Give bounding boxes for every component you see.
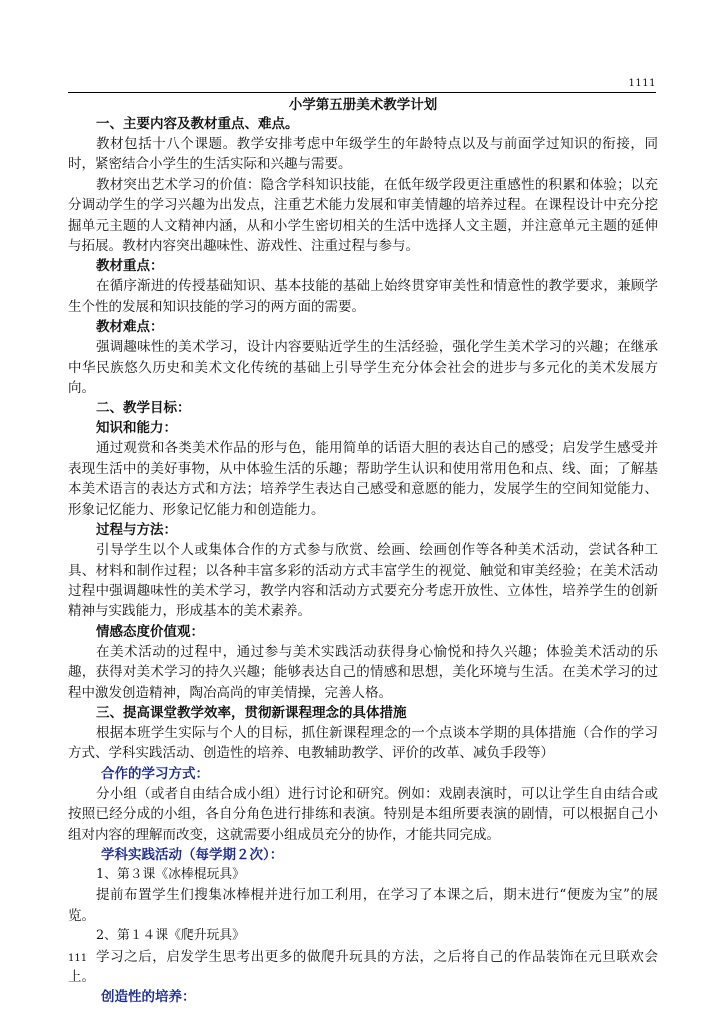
- practice-item-2: 2、第１４课《爬升玩具》: [96, 928, 245, 944]
- section-1-paragraph-2: 教材突出艺术学习的价值：隐含学科知识技能，在低年级学段更注重感性的积累和体验；以充分调动学生的学习兴趣为出发点，注重艺术能力发展和审美情趣的培养过程。在课程设计中充分挖掘单元主题的人文精神内涵，从和小学生密切相关的生活中选择人文主题，并注意单元主题的延伸与拓展。教材内容突出趣味性、游戏性、注重过程与参与。: [68, 176, 658, 255]
- practice-item-1-text: 提前布置学生们搜集冰棒棍并进行加工利用，在学习了本课之后，期末进行“便废为宝”的展览。: [68, 887, 658, 924]
- header-rule: [68, 92, 656, 93]
- practice-item-1: 1、第３课《冰棒棍玩具》: [96, 866, 245, 882]
- process-text: 引导学生以个人或集体合作的方式参与欣赏、绘画、绘画创作等各种美术活动，尝试各种工具、材料和制作过程；以各种丰富多彩的活动方式丰富学生的视觉、触觉和审美经验；在美术活动过程中强调趣味性的美术学习，教学内容和活动方式要充分考虑开放性、立体性，培养学生的创新精神与实践能力，形成基本的美术素养。: [68, 542, 658, 620]
- difficulties-text: 强调趣味性的美术学习，设计内容要贴近学生的生活经验，强化学生美术学习的兴趣；在继承中华民族悠久历史和美术文化传统的基础上引导学生充分体会社会的进步与多元化的美术发展方向。: [68, 339, 658, 397]
- document-title: 小学第五册美术教学计划: [288, 97, 438, 113]
- footer-page-number: 111: [68, 953, 88, 964]
- key-points-text: 在循序渐进的传授基础知识、基本技能的基础上始终贯穿审美性和情意性的教学要求，兼顾学生个性的发展和知识技能的学习的两方面的需要。: [68, 278, 658, 315]
- cooperative-learning-text: 分小组（或者自由结合成小组）进行讨论和研究。例如：戏剧表演时，可以让学生自由结合或按照已经分成的小组，各自分角色进行排练和表演。特别是本组所要表演的剧情，可以根据自己小组对内容的理解而改变，这就需要小组成员充分的协作，才能共同完成。: [68, 785, 658, 843]
- process-heading: 过程与方法：: [96, 522, 177, 539]
- practice-activity-heading: 学科实践活动（每学期２次）：: [101, 846, 284, 863]
- cooperative-learning-heading: 合作的学习方式：: [101, 765, 209, 782]
- knowledge-heading: 知识和能力：: [96, 420, 177, 437]
- header-page-number: 1111: [628, 78, 656, 89]
- emotion-heading: 情感态度价值观：: [96, 623, 204, 640]
- section-1-heading: 一、主要内容及教材重点、难点。: [96, 116, 299, 132]
- practice-item-2-text: 学习之后，启发学生思考出更多的做爬升玩具的方法，之后将自己的作品装饰在元旦联欢会上。: [68, 948, 658, 985]
- section-3-heading: 三、提高课堂教学效率，贯彻新课程理念的具体措施: [96, 704, 407, 721]
- key-points-heading: 教材重点：: [96, 258, 164, 275]
- emotion-text: 在美术活动的过程中，通过参与美术实践活动获得身心愉悦和持久兴趣；体验美术活动的乐趣，获得对美术学习的持久兴趣；能够表达自己的情感和思想，美化环境与生活。在美术学习的过程中激发创造精神，陶冶高尚的审美情操，完善人格。: [68, 643, 658, 701]
- difficulties-heading: 教材难点：: [96, 319, 164, 336]
- creativity-heading: 创造性的培养：: [101, 989, 196, 1006]
- section-2-heading: 二、教学目标：: [96, 400, 191, 417]
- section-3-text: 根据本班学生实际与个人的目标，抓住新课程理念的一个点谈本学期的具体措施（合作的学习方式、学科实践活动、创造性的培养、电教辅助教学、评价的改革、减负手段等）: [68, 724, 658, 762]
- document-body: [68, 96, 658, 1007]
- knowledge-text: 通过观赏和各类美术作品的形与色，能用简单的话语大胆的表达自己的感受；启发学生感受并表现生活中的美好事物，从中体验生活的乐趣；帮助学生认识和使用常用色和点、线、面；了解基本美术语言的表达方式和方法；培养学生表达自己感受和意愿的能力，发展学生的空间知觉能力、形象记忆能力、形象记忆能力和创造能力。: [68, 440, 658, 518]
- section-1-paragraph-1: 教材包括十八个课题。教学安排考虑中年级学生的年龄特点以及与前面学过知识的衔接，同时，紧密结合小学生的生活实际和兴趣与需要。: [68, 136, 658, 173]
